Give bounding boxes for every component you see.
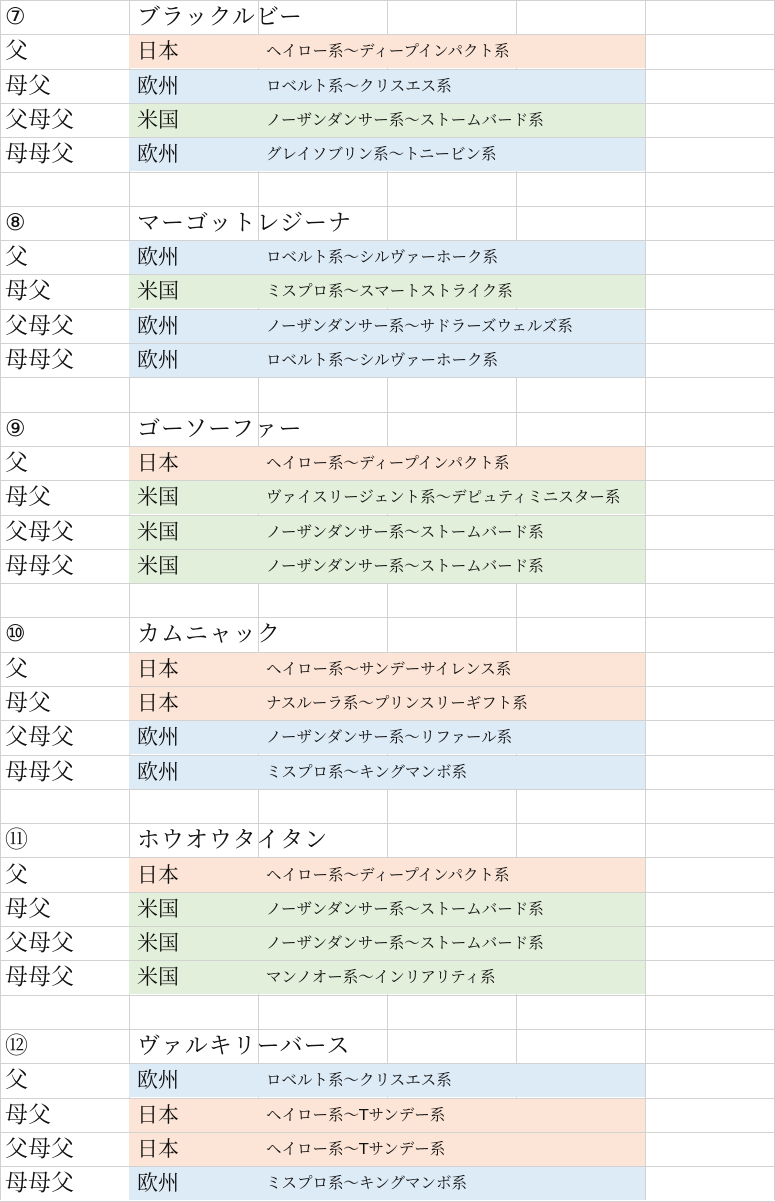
pedigree-role: 母母父 (5, 347, 74, 373)
pedigree-role: 母母父 (5, 1170, 74, 1197)
sire-line: ミスプロ系～キングマンボ系 (266, 1174, 468, 1193)
grid-column-line (387, 0, 388, 1200)
grid-column-line (0, 0, 1, 1200)
sire-line: グレイソブリン系～トニービン系 (266, 145, 497, 164)
sire-line: ヘイロー系～ディープインパクト系 (266, 865, 510, 884)
pedigree-row[interactable] (0, 274, 775, 308)
pedigree-region: 米国 (137, 931, 179, 956)
pedigree-region: 欧州 (137, 142, 179, 167)
grid-row-line (0, 789, 775, 790)
horse-number: ⑦ (5, 4, 26, 30)
grid-row-line (0, 274, 775, 275)
pedigree-region: 欧州 (137, 1171, 179, 1196)
sire-line: ノーザンダンサー系～ストームバード系 (266, 899, 544, 918)
pedigree-role: 父 (5, 655, 28, 682)
sire-line: ヘイロー系～Tサンデー系 (266, 1139, 446, 1158)
sire-line: ヴァイスリージェント系～デピュティミニスター系 (266, 488, 621, 507)
grid-row-line (0, 960, 775, 961)
grid-row-line (0, 0, 775, 1)
sire-line: ヘイロー系～ディープインパクト系 (266, 42, 510, 61)
pedigree-region: 欧州 (137, 725, 179, 750)
pedigree-role: 母父 (5, 484, 51, 511)
pedigree-role: 父母父 (5, 1135, 74, 1162)
grid-row-line (0, 926, 775, 927)
pedigree-region: 米国 (137, 896, 179, 921)
horse-name: カムニャック (137, 621, 281, 648)
pedigree-region: 欧州 (137, 313, 179, 338)
pedigree-row[interactable] (0, 892, 775, 926)
sire-line: ノーザンダンサー系～リファール系 (266, 728, 513, 747)
horse-name: ヴァルキリーバース (137, 1033, 351, 1059)
grid-row-line (0, 1029, 775, 1030)
pedigree-region: 欧州 (137, 73, 179, 98)
sire-line: ヘイロー系～サンデーサイレンス系 (266, 659, 512, 678)
pedigree-row[interactable] (0, 309, 775, 343)
pedigree-region: 米国 (137, 519, 179, 544)
grid-column-line (258, 0, 259, 1200)
pedigree-region: 欧州 (137, 348, 179, 372)
grid-row-line (0, 720, 775, 721)
grid-row-line (0, 583, 775, 584)
grid-row-line (0, 412, 775, 413)
horse-header-row[interactable] (0, 823, 775, 857)
pedigree-region: 米国 (137, 279, 179, 304)
sire-line: ノーザンダンサー系～ストームバード系 (266, 556, 544, 575)
sire-line: マンノオー系～インリアリティ系 (266, 968, 496, 987)
horse-number: ⑪ (5, 827, 28, 854)
pedigree-region: 米国 (137, 965, 179, 990)
grid-row-line (0, 1166, 775, 1167)
sire-line: ミスプロ系～キングマンボ系 (266, 762, 468, 781)
pedigree-role: 母父 (5, 72, 51, 99)
grid-column-line (516, 0, 517, 1200)
pedigree-role: 父 (5, 449, 28, 476)
grid-row-line (0, 857, 775, 858)
pedigree-row[interactable] (0, 926, 775, 960)
sire-line: ノーザンダンサー系～ストームバード系 (266, 110, 544, 129)
grid-row-line (0, 892, 775, 893)
pedigree-role: 父 (5, 244, 28, 271)
pedigree-row[interactable] (0, 446, 775, 480)
grid-row-line (0, 34, 775, 35)
pedigree-region: 欧州 (137, 245, 179, 270)
grid-row-line (0, 69, 775, 70)
pedigree-row[interactable] (0, 549, 775, 583)
sire-line: ロベルト系～シルヴァーホーク系 (266, 351, 498, 369)
pedigree-role: 母父 (5, 278, 51, 305)
horse-header-row[interactable] (0, 0, 775, 34)
sire-line: ロベルト系～シルヴァーホーク系 (266, 248, 498, 267)
grid-row-line (0, 137, 775, 138)
sire-line: ノーザンダンサー系～ストームバード系 (266, 522, 544, 541)
grid-row-line (0, 515, 775, 516)
pedigree-region: 日本 (137, 862, 179, 887)
pedigree-region: 日本 (137, 691, 179, 715)
grid-row-line (0, 652, 775, 653)
pedigree-row[interactable] (0, 960, 775, 994)
pedigree-row[interactable] (0, 34, 775, 68)
pedigree-role: 母父 (5, 895, 51, 922)
pedigree-role: 母母父 (5, 141, 74, 168)
pedigree-row[interactable] (0, 343, 775, 377)
pedigree-role: 母父 (5, 1101, 51, 1128)
grid-row-line (0, 823, 775, 824)
sire-line: ノーザンダンサー系～サドラーズウェルズ系 (266, 316, 573, 335)
sire-line: ミスプロ系～スマートストライク系 (266, 282, 513, 301)
grid-row-line (0, 755, 775, 756)
pedigree-role: 母母父 (5, 758, 74, 785)
sire-line: ロベルト系～クリスエス系 (266, 76, 452, 95)
pedigree-row[interactable] (0, 240, 775, 274)
pedigree-region: 米国 (137, 107, 179, 132)
pedigree-region: 米国 (137, 485, 179, 510)
grid-row-line (0, 343, 775, 344)
pedigree-role: 母母父 (5, 964, 74, 991)
pedigree-role: 父母父 (5, 106, 74, 133)
grid-row-line (0, 686, 775, 687)
horse-header-row[interactable] (0, 206, 775, 240)
pedigree-row[interactable] (0, 480, 775, 514)
pedigree-row[interactable] (0, 858, 775, 892)
grid-row-line (0, 206, 775, 207)
pedigree-region: 日本 (137, 1136, 179, 1161)
pedigree-role: 父母父 (5, 312, 74, 339)
grid-row-line (0, 377, 775, 378)
grid-row-line (0, 103, 775, 104)
grid-column-line (129, 0, 130, 1200)
pedigree-role: 父母父 (5, 724, 74, 751)
pedigree-role: 父 (5, 38, 28, 65)
horse-number: ⑫ (5, 1033, 28, 1059)
horse-name: ホウオウタイタン (137, 827, 329, 854)
pedigree-role: 父母父 (5, 518, 74, 545)
pedigree-row[interactable] (0, 755, 775, 789)
pedigree-role: 父母父 (5, 930, 74, 957)
horse-header-row[interactable] (0, 617, 775, 651)
grid-row-line (0, 446, 775, 447)
pedigree-row[interactable] (0, 1132, 775, 1166)
grid-row-line (0, 240, 775, 241)
pedigree-row[interactable] (0, 515, 775, 549)
pedigree-role: 父 (5, 861, 28, 888)
horse-number: ⑨ (5, 415, 26, 442)
grid-row-line (0, 995, 775, 996)
pedigree-row[interactable] (0, 720, 775, 754)
grid-row-line (0, 617, 775, 618)
sire-line: ナスルーラ系～プリンスリーギフト系 (266, 694, 528, 712)
horse-name: ブラックルビー (137, 4, 303, 30)
horse-number: ⑩ (5, 621, 26, 648)
pedigree-role: 父 (5, 1067, 28, 1094)
horse-name: マーゴットレジーナ (137, 209, 352, 236)
horse-name: ゴーソーファー (137, 415, 303, 442)
pedigree-role: 母父 (5, 690, 51, 716)
pedigree-region: 日本 (137, 1102, 179, 1127)
pedigree-region: 日本 (137, 450, 179, 475)
sire-line: ヘイロー系～ディープインパクト系 (266, 453, 510, 472)
sire-line: ヘイロー系～Tサンデー系 (266, 1105, 446, 1124)
pedigree-region: 米国 (137, 553, 179, 578)
grid-row-line (0, 1098, 775, 1099)
pedigree-row[interactable] (0, 652, 775, 686)
grid-row-line (0, 549, 775, 550)
grid-row-line (0, 1132, 775, 1133)
pedigree-region: 日本 (137, 39, 179, 64)
grid-column-line (645, 0, 646, 1200)
grid-row-line (0, 1063, 775, 1064)
horse-header-row[interactable] (0, 1029, 775, 1063)
pedigree-row[interactable] (0, 1166, 775, 1200)
pedigree-row[interactable] (0, 103, 775, 137)
grid-row-line (0, 172, 775, 173)
grid-row-line (0, 480, 775, 481)
pedigree-region: 日本 (137, 656, 179, 681)
sire-line: ロベルト系～クリスエス系 (266, 1071, 452, 1090)
pedigree-row[interactable] (0, 686, 775, 720)
sire-line: ノーザンダンサー系～ストームバード系 (266, 934, 544, 953)
grid-row-line (0, 309, 775, 310)
horse-number: ⑧ (5, 209, 26, 236)
horse-header-row[interactable] (0, 412, 775, 446)
pedigree-row[interactable] (0, 1063, 775, 1097)
pedigree-row[interactable] (0, 137, 775, 171)
pedigree-region: 欧州 (137, 1068, 179, 1093)
pedigree-role: 母母父 (5, 552, 74, 579)
pedigree-region: 欧州 (137, 759, 179, 784)
pedigree-row[interactable] (0, 69, 775, 103)
pedigree-row[interactable] (0, 1098, 775, 1132)
